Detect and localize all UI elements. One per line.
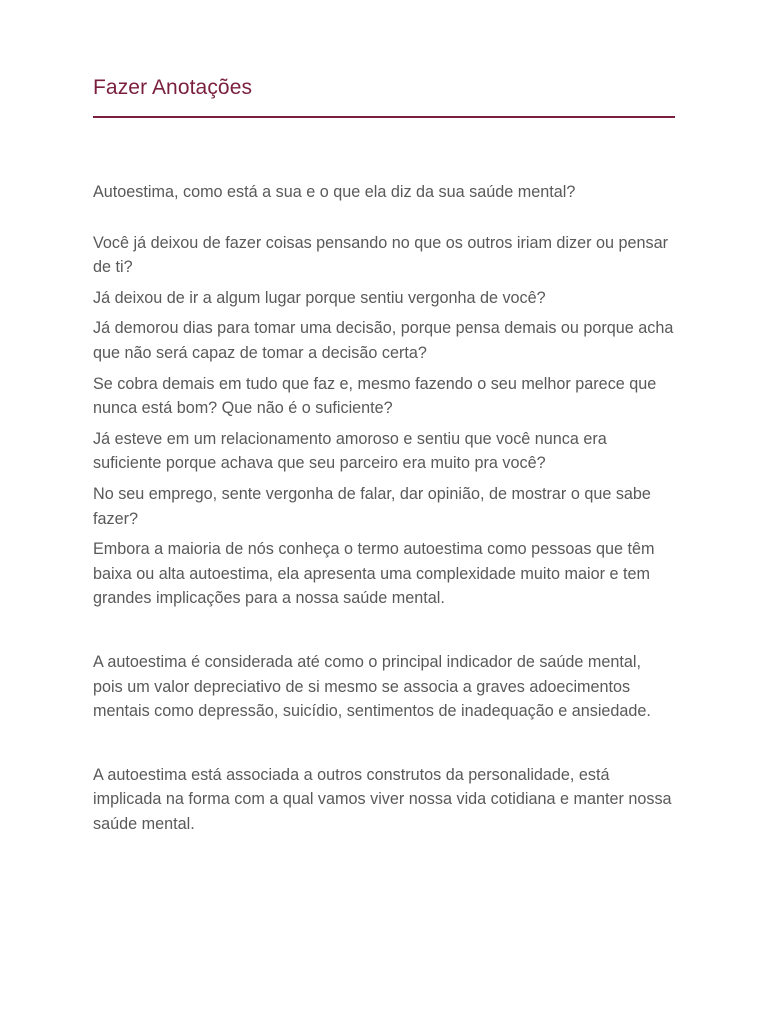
paragraph-indicator: A autoestima é considerada até como o principal indicador de saúde mental, pois um valor depreciativo de si mesmo se associa a graves adoecimentos mentais como depressão, suicídio, sentimentos de inadequação e ansiedade.	[93, 652, 651, 721]
paragraph-question-2: Já deixou de ir a algum lugar porque sentiu vergonha de você?	[93, 288, 546, 307]
document-body	[93, 180, 675, 836]
title-divider	[93, 116, 675, 118]
paragraph-question-4: Se cobra demais em tudo que faz e, mesmo fazendo o seu melhor parece que nunca está bom? Que não é o suficiente?	[93, 374, 657, 418]
paragraph-question-6: No seu emprego, sente vergonha de falar, dar opinião, de mostrar o que sabe fazer?	[93, 484, 651, 528]
paragraph-question-3: Já demorou dias para tomar uma decisão, porque pensa demais ou porque acha que não será capaz de tomar a decisão certa?	[93, 319, 674, 362]
page-title: Fazer Anotações	[93, 76, 253, 99]
paragraph-complexity: Embora a maioria de nós conheça o termo autoestima como pessoas que têm baixa ou alta autoestima, ela apresenta uma complexidade muito maior e tem grandes implicações para a nossa saúde mental.	[93, 540, 655, 608]
paragraph-intro-question: Autoestima, como está a sua e o que ela diz da sua saúde mental?	[93, 183, 576, 201]
document-header	[93, 74, 675, 102]
paragraph-question-5: Já esteve em um relacionamento amoroso e sentiu que você nunca era suficiente porque achava que seu parceiro era muito pra você?	[93, 429, 607, 473]
paragraph-personality: A autoestima está associada a outros construtos da personalidade, está implicada na forma com a qual vamos viver nossa vida cotidiana e manter nossa saúde mental.	[93, 765, 672, 833]
paragraph-question-1: Você já deixou de fazer coisas pensando no que os outros iriam dizer ou pensar de ti?	[93, 233, 669, 277]
